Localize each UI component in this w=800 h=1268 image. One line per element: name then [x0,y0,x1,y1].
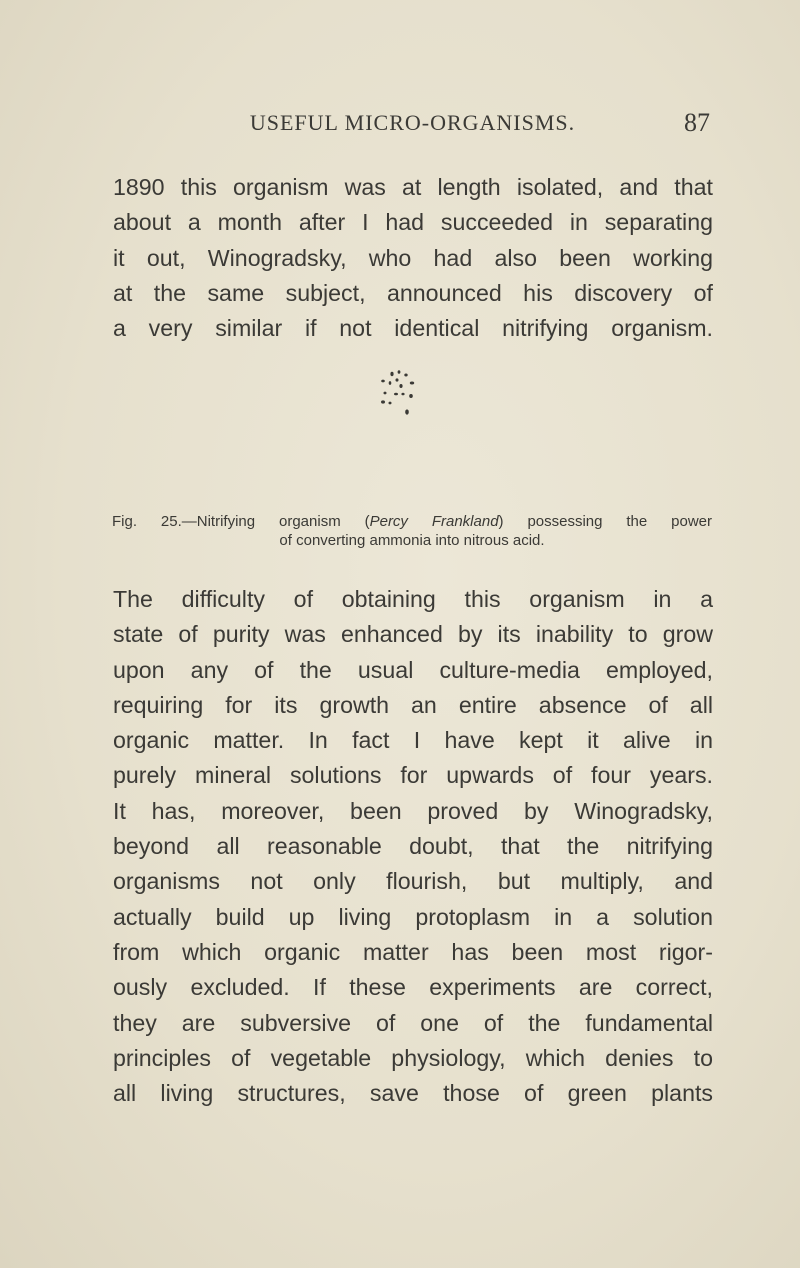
text-line: organisms not only flourish, but multiply, and [113,868,713,895]
text-line: beyond all reasonable doubt, that the nitrifying [113,833,713,860]
text-line: at the same subject, announced his discovery of [113,279,713,306]
running-head: USEFUL MICRO-ORGANISMS. [249,110,576,135]
text-line: state of purity was enhanced by its inability to grow [113,621,713,648]
text-line: 1890 this organism was at length isolated, and that [113,174,713,200]
text-line: The difficulty of obtaining this organism in a [113,586,713,612]
text-line: purely mineral solutions for upwards of four years. [113,762,713,789]
text-line: a very similar if not identical nitrifying organism. [113,315,713,342]
organism-illustration [370,368,430,420]
caption-line-2: of converting ammonia into nitrous acid. [279,532,545,549]
caption-author: Percy Frankland [369,513,499,530]
text-line: It has, moreover, been proved by Winogradsky, [113,797,713,824]
text-line: organic matter. In fact I have kept it alive in [113,727,713,754]
text-line: they are subversive of one of the fundamental [113,1009,713,1036]
page-number: 87 [684,108,710,137]
text-line: actually build up living protoplasm in a solution [113,903,713,930]
text-line: it out, Winogradsky, who had also been working [113,244,713,271]
text-line: about a month after I had succeeded in separating [113,209,713,236]
text-line: principles of vegetable physiology, which denies to [113,1044,713,1071]
page-header [115,110,710,142]
caption-label: Fig. 25.—Nitrifying organism ( [112,513,370,530]
caption-line-1 [112,512,712,531]
text-line: all living structures, save those of green plants [113,1080,713,1107]
figure-caption [112,512,712,550]
paragraph-1 [113,170,713,346]
text-line: upon any of the usual culture-media employed, [113,656,713,683]
text-line: ously excluded. If these experiments are correct, [113,974,713,1001]
text-line: from which organic matter has been most rigor- [113,938,713,965]
caption-rest: ) possessing the power [498,513,712,530]
paragraph-2 [113,582,713,1111]
text-line: requiring for its growth an entire absence of all [113,691,713,718]
